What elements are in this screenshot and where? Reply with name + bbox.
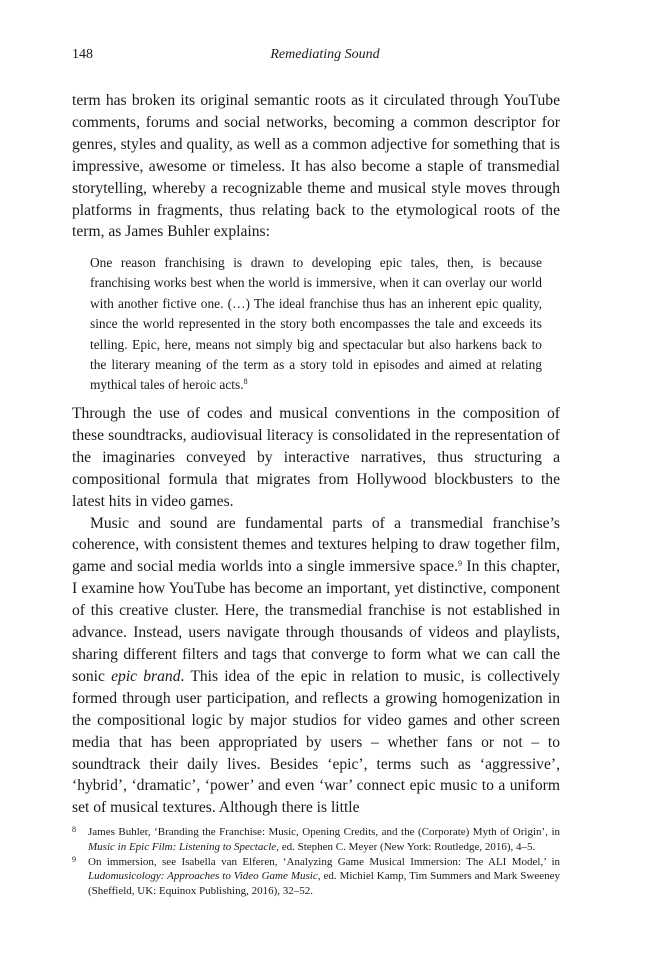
- running-title: Remediating Sound: [270, 47, 380, 62]
- footnote-9-text-b: , ed. Michiel Kamp, Tim Summers and Mark Sweeney (Sheffield, UK: Equinox Publishing, 2016), 32–52.: [88, 870, 560, 898]
- footnote-9: [72, 855, 560, 899]
- paragraph-3-part-a: Music and sound are fundamental parts of a transmedial franchise’s coherence, with consistent themes and textures helping to draw together film, game and social media worlds into a single immersive space.: [72, 514, 560, 576]
- footnote-8-text-a: James Buhler, ‘Branding the Franchise: Music, Opening Credits, and the (Corporate) Myth of Origin’, in: [88, 826, 560, 838]
- paragraph-3-emphasis: epic brand: [111, 667, 181, 685]
- footnotes: [72, 825, 560, 899]
- footnote-8-number: 8: [72, 825, 76, 834]
- footnote-9-text-a: On immersion, see Isabella van Elferen, ‘Analyzing Game Musical Immersion: The ALI Model,’ in: [88, 855, 560, 868]
- paragraph-3-part-b: In this chapter, I examine how YouTube has become an important, yet distinctive, component of this creative cluster. Here, the transmedial franchise is not established in advance. Instead, users navigate through thousands of videos and playlists, sharing different filters and tags that converge to form what we can call the sonic: [72, 558, 560, 685]
- paragraph-1: [72, 90, 560, 243]
- footnote-9-number: 9: [72, 854, 76, 864]
- paragraph-3: [72, 513, 560, 820]
- page-number: 148: [72, 47, 93, 62]
- footnote-8: [72, 825, 560, 855]
- footnote-9-title: Ludomusicology: Approaches to Video Game Music: [88, 870, 318, 883]
- block-quote-text: One reason franchising is drawn to developing epic tales, then, is because franchising works best when the world is immersive, when it can overlay our world with another fictive one. (…) The ideal franchise thus has an inherent epic quality, since the world represented in the story both encompasses the tale and exceeds its telling. Epic, here, means not simply big and spectacular but also harkens back to the literary meaning of the term as a story told in episodes and aimed at relating mythical tales of heroic acts.: [90, 255, 542, 393]
- paragraph-3-part-c: . This idea of the epic in relation to music, is collectively formed through user participation, and reflects a growing homogenization in the compositional logic by major studios for video games and other screen media that has been appropriated by users – whether fans or not – to soundtrack their daily lives. Besides ‘epic’, terms such as ‘aggressive’, ‘hybrid’, ‘dramatic’, ‘power’ and even ‘war’ connect epic music to a uniform set of musical textures. Although there is little: [72, 667, 560, 817]
- footnote-8-title: Music in Epic Film: Listening to Spectacle: [88, 840, 277, 853]
- paragraph-2: Through the use of codes and musical conventions in the composition of these soundtracks, audiovisual literacy is consolidated in the representation of the imaginaries conveyed by interactive narratives, thus structuring a compositional formula that migrates from Hollywood blockbusters to the latest hits in video games.: [72, 405, 560, 510]
- footnote-ref-9[interactable]: 9: [457, 559, 462, 569]
- main-text: [72, 403, 560, 819]
- block-quote: [90, 253, 542, 396]
- paragraph-1-text: term has broken its original semantic roots as it circulated through YouTube comments, forums and social networks, becoming a common descriptor for genres, styles and quality, as well as a common adjective for something that is impressive, awesome or timeless. It has also become a staple of transmedial storytelling, whereby a recognizable theme and musical style moves through platforms in fragments, thus relating back to the etymological roots of the term, as James Buhler explains:: [72, 92, 560, 241]
- footnote-ref-8[interactable]: 8: [243, 377, 248, 387]
- footnote-8-text-b: , ed. Stephen C. Meyer (New York: Routledge, 2016), 4–5.: [276, 840, 536, 853]
